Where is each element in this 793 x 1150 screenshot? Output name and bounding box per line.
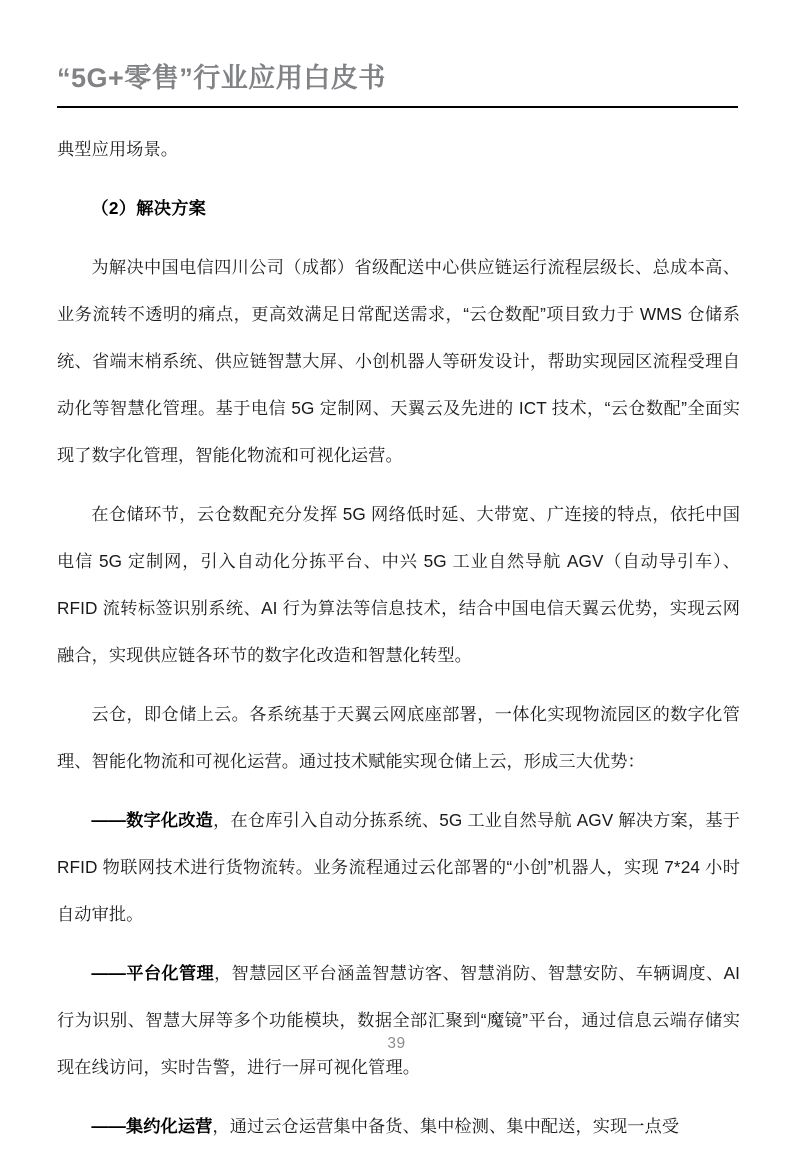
page-title: “5G+零售”行业应用白皮书 xyxy=(57,63,386,93)
paragraph-3 xyxy=(57,691,740,785)
section-heading: （2）解决方案 xyxy=(91,198,207,218)
paragraph-6-text: ，通过云仓运营集中备货、集中检测、集中配送，实现一点受 xyxy=(212,1116,680,1136)
paragraph-3-text: 云仓，即仓储上云。各系统基于天翼云网底座部署，一体化实现物流园区的数字化管理、智能化物流和可视化运营。通过技术赋能实现仓储上云，形成三大优势： xyxy=(57,704,740,771)
paragraph-4 xyxy=(57,797,740,938)
paragraph-5 xyxy=(57,950,740,1091)
document-body xyxy=(57,126,740,1150)
paragraph-1 xyxy=(57,244,740,479)
header-divider xyxy=(57,106,738,108)
paragraph-4-text: ，在仓库引入自动分拣系统、5G 工业自然导航 AGV 解决方案，基于 RFID 物联网技术进行货物流转。业务流程通过云化部署的“小创”机器人，实现 7*24 小时自动审批。 xyxy=(57,810,741,924)
paragraph-2 xyxy=(57,491,740,679)
paragraph-5-lead: ——平台化管理 xyxy=(91,963,215,983)
paragraph-6 xyxy=(57,1103,740,1150)
paragraph-5-text: ，智慧园区平台涵盖智慧访客、智慧消防、智慧安防、车辆调度、AI 行为识别、智慧大屏等多个功能模块，数据全部汇聚到“魔镜”平台，通过信息云端存储实现在线访问，实时告警，进行一屏可视化管理。 xyxy=(57,963,741,1077)
paragraph-1-text: 为解决中国电信四川公司（成都）省级配送中心供应链运行流程层级长、总成本高、业务流转不透明的痛点，更高效满足日常配送需求，“云仓数配”项目致力于 WMS 仓储系统、省端末梢系统、供应链智慧大屏、小创机器人等研发设计，帮助实现园区流程受理自动化等智慧化管理。基于电信 5G 定制网、天翼云及先进的 ICT 技术，“云仓数配”全面实现了数字化管理，智能化物流和可视化运营。 xyxy=(57,257,740,465)
paragraph-6-lead: ——集约化运营 xyxy=(91,1116,213,1136)
intro-line: 典型应用场景。 xyxy=(57,139,179,159)
paragraph-4-lead: ——数字化改造 xyxy=(91,810,214,830)
page-number: 39 xyxy=(387,1035,406,1052)
paragraph-2-text: 在仓储环节，云仓数配充分发挥 5G 网络低时延、大带宽、广连接的特点，依托中国电信 5G 定制网，引入自动化分拣平台、中兴 5G 工业自然导航 AGV（自动导引车）、RFID 流转标签识别系统、AI 行为算法等信息技术，结合中国电信天翼云优势，实现云网融合，实现供应链各环节的数字化改造和智慧化转型。 xyxy=(57,504,740,665)
document-header xyxy=(57,62,738,108)
